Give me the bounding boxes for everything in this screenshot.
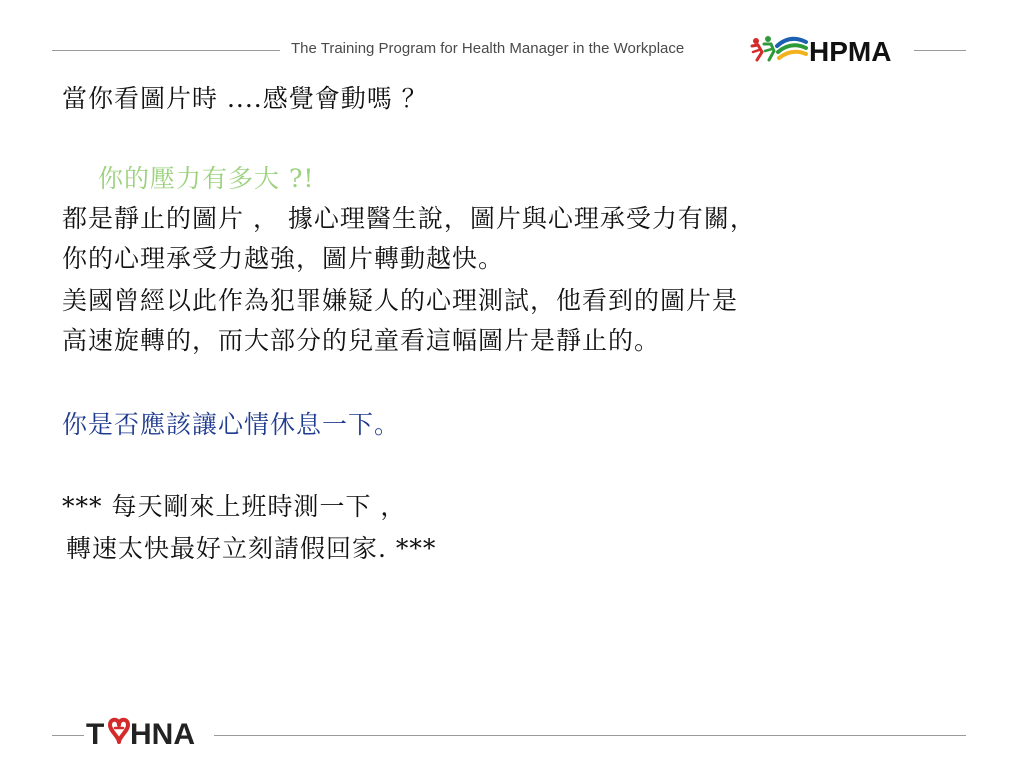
hpma-figures-icon: [752, 36, 774, 60]
heart-icon: [110, 720, 128, 742]
paragraph-line-1: 都是靜止的圖片 ， 據心理醫生說，圖片與心理承受力有關，: [62, 204, 756, 233]
tohna-logo: [86, 714, 206, 750]
header-divider-left: [52, 50, 280, 51]
paragraph-line-2: 你的心理承受力越強，圖片轉動越快。: [62, 244, 505, 273]
hpma-logo: [750, 32, 908, 68]
hpma-logo-text: HPMA: [809, 36, 892, 67]
stress-question: 你的壓力有多大 ?!: [98, 164, 315, 193]
note-line-1: *** 每天剛來上班時測一下 ，: [62, 492, 407, 521]
footer-divider-left: [52, 735, 84, 736]
paragraph-line-3: 美國曾經以此作為犯罪嫌疑人的心理測試，他看到的圖片是: [62, 286, 739, 315]
note-line-2: 轉速太快最好立刻請假回家. ***: [66, 534, 437, 563]
header-subtitle: The Training Program for Health Manager in the Workplace: [291, 40, 685, 57]
tohna-logo-text-hna: HNA: [130, 718, 195, 750]
footer-divider-right: [214, 735, 966, 736]
hpma-rainbow-icon: [777, 39, 806, 58]
tohna-logo-text-t: T: [86, 718, 105, 750]
paragraph-line-4: 高速旋轉的，而大部分的兒童看這幅圖片是靜止的。: [62, 326, 661, 355]
intro-question: 當你看圖片時 ....感覺會動嗎 ？: [62, 84, 428, 113]
header-divider-right: [914, 50, 966, 51]
rest-suggestion: 你是否應該讓心情休息一下。: [62, 410, 401, 439]
